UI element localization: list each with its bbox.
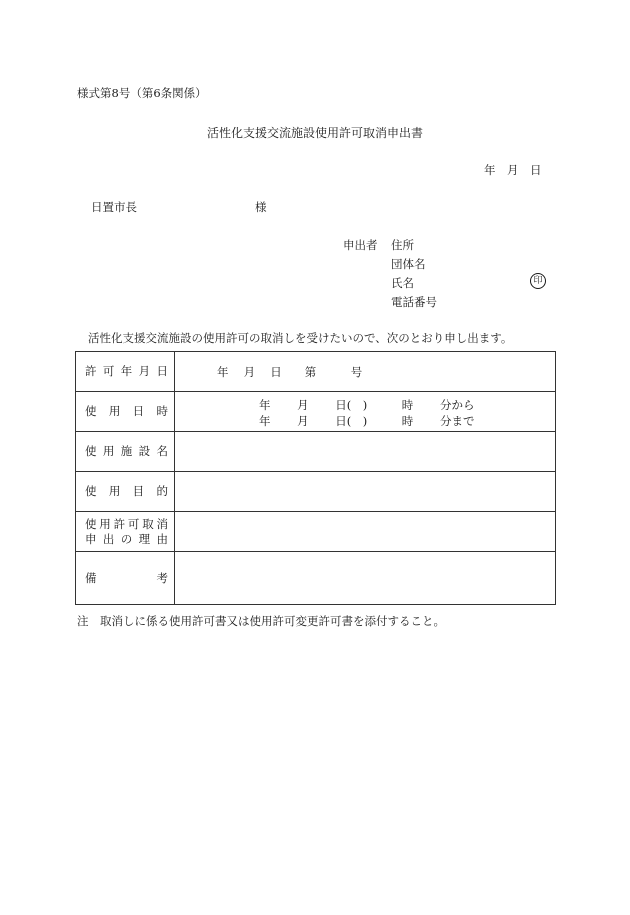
label-char: 考 (156, 570, 168, 585)
label-char: 的 (156, 484, 168, 498)
permit-date-value: 年 月 日 第 号 (217, 365, 363, 379)
facility-name-field[interactable] (175, 432, 556, 472)
label-char: 設 (138, 444, 151, 458)
table-row-reason (76, 512, 556, 552)
purpose-label (76, 472, 175, 512)
purpose-field[interactable] (175, 472, 556, 512)
label-char: 用 (108, 484, 121, 498)
label-char: 理 (138, 531, 151, 546)
label-char: 用 (108, 404, 121, 418)
permit-date-field[interactable] (175, 352, 556, 392)
label-char: 許 (113, 516, 126, 531)
remarks-field[interactable] (175, 552, 556, 605)
label-char: 由 (156, 531, 168, 546)
label-char: 使 (85, 484, 97, 498)
group-name-label: 団体名 (391, 257, 426, 271)
label-char: 時 (156, 404, 168, 418)
applicant-label: 申出者 (343, 238, 378, 252)
cancellation-reason-label (76, 512, 175, 552)
label-char: 消 (156, 516, 168, 531)
label-char: 用 (99, 516, 111, 531)
honorific: 様 (255, 200, 267, 214)
label-char: 使 (85, 404, 97, 418)
table-row-facility (76, 432, 556, 472)
use-datetime-end: 年 月 日( ) 時 分まで (259, 414, 475, 428)
document-title: 活性化支援交流施設使用許可取消申出書 (206, 126, 423, 140)
addressee: 日置市長 (91, 200, 137, 214)
label-char: 可 (127, 516, 140, 531)
label-char: 年 (120, 364, 133, 378)
use-datetime-field[interactable] (175, 392, 556, 432)
use-datetime-label (76, 392, 175, 432)
label-char: 出 (102, 531, 115, 546)
label-char: 備 (85, 570, 97, 585)
label-char: 日 (132, 404, 145, 418)
application-table (75, 351, 556, 605)
cancellation-reason-field[interactable] (175, 512, 556, 552)
label-char: 施 (120, 444, 133, 458)
table-row-permit-date (76, 352, 556, 392)
phone-label: 電話番号 (391, 295, 437, 309)
label-char: 使 (85, 444, 97, 458)
table-row-remarks (76, 552, 556, 605)
form-number: 様式第8号（第6条関係） (77, 86, 207, 100)
use-datetime-start: 年 月 日( ) 時 分から (259, 398, 475, 412)
label-char: 用 (102, 444, 115, 458)
table-row-use-datetime (76, 392, 556, 432)
label-char: の (120, 531, 133, 546)
seal-mark: 印 (530, 273, 546, 289)
remarks-label (76, 552, 175, 605)
label-char: 月 (138, 364, 151, 378)
address-label: 住所 (391, 238, 414, 252)
table-row-purpose (76, 472, 556, 512)
label-char: 目 (132, 484, 145, 498)
statement-text: 活性化支援交流施設の使用許可の取消しを受けたいので、次のとおり申し出ます。 (88, 331, 513, 345)
label-char: 使 (85, 516, 97, 531)
note-text: 注 取消しに係る使用許可書又は使用許可変更許可書を添付すること。 (77, 614, 445, 628)
label-char: 可 (102, 364, 115, 378)
label-char: 取 (142, 516, 154, 531)
name-label: 氏名 (391, 276, 414, 290)
permit-date-label (76, 352, 175, 392)
date-line: 年 月 日 (484, 163, 542, 177)
label-char: 名 (156, 444, 168, 458)
facility-name-label (76, 432, 175, 472)
label-char: 申 (85, 531, 97, 546)
label-char: 日 (156, 364, 168, 378)
label-char: 許 (85, 364, 97, 378)
